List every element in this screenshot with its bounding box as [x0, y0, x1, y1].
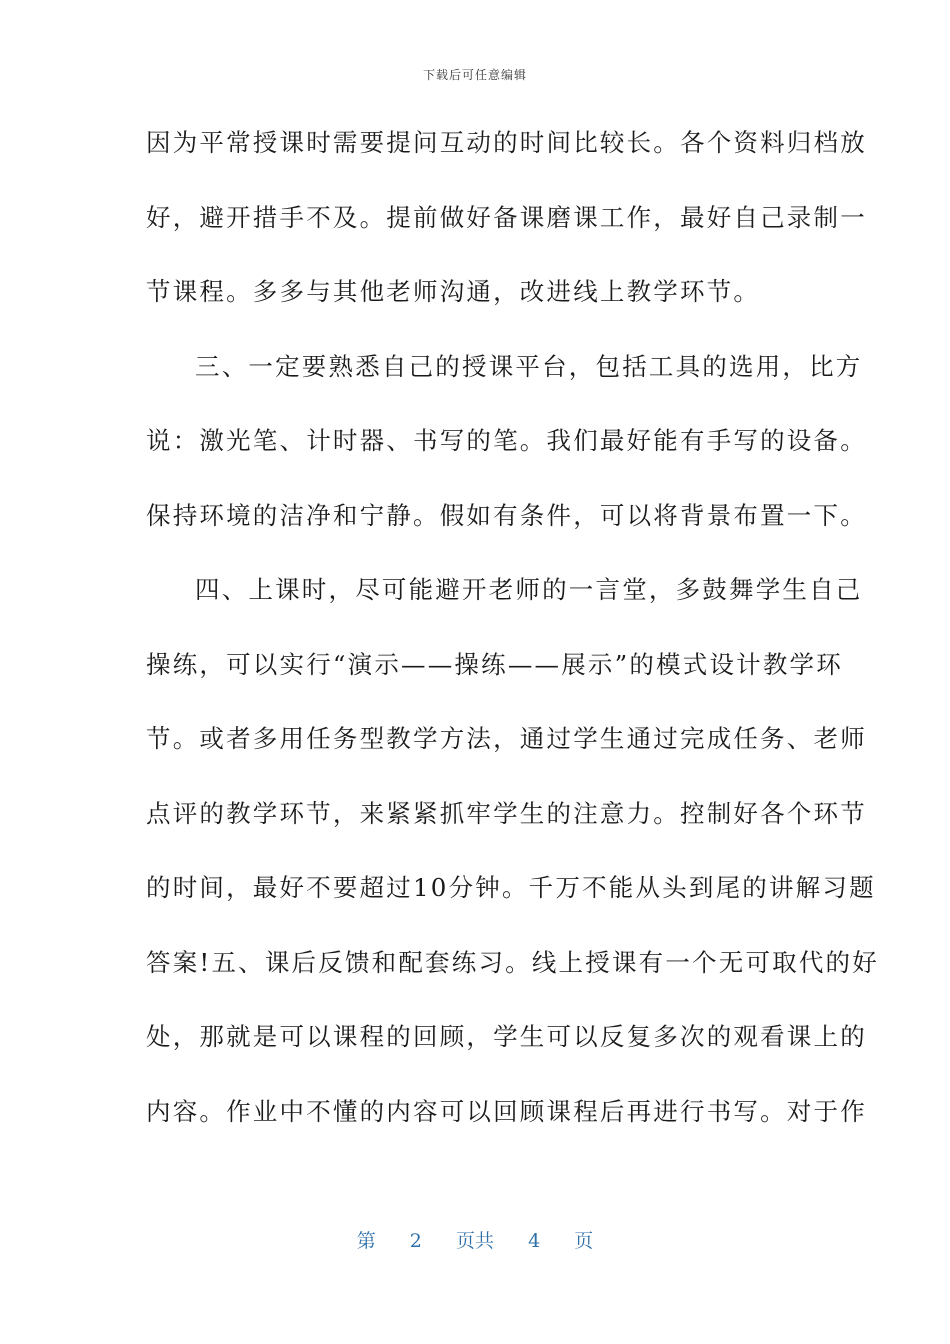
body-line: 说：激光笔、计时器、书写的笔。我们最好能有手写的设备。	[146, 426, 867, 455]
page-footer	[0, 1226, 950, 1253]
body-line: 的时间，最好不要超过10分钟。千万不能从头到尾的讲解习题	[146, 873, 876, 902]
body-line: 四、上课时，尽可能避开老师的一言堂，多鼓舞学生自己	[195, 575, 863, 604]
body-line: 处，那就是可以课程的回顾，学生可以反复多次的观看课上的	[146, 1022, 867, 1051]
body-line: 操练，可以实行“演示——操练——展示”的模式设计教学环	[146, 649, 843, 679]
body-line: 因为平常授课时需要提问互动的时间比较长。各个资料归档放	[146, 128, 867, 157]
body-line: 内容。作业中不懂的内容可以回顾课程后再进行书写。对于作	[146, 1096, 867, 1126]
document-body	[146, 123, 879, 1166]
total-unit: 页	[574, 1230, 594, 1252]
total-pages: 4	[528, 1230, 541, 1252]
page-header: 下载后可任意编辑	[422, 68, 527, 82]
page-number: 2	[409, 1230, 422, 1252]
body-line: 三、一定要熟悉自己的授课平台，包括工具的选用，比方	[195, 351, 863, 381]
body-line: 答案!五、课后反馈和配套练习。线上授课有一个无可取代的好	[146, 947, 879, 977]
body-line: 点评的教学环节，来紧紧抓牢学生的注意力。控制好各个环节	[146, 798, 867, 828]
page-unit: 页共	[455, 1230, 494, 1252]
body-line: 好，避开措手不及。提前做好备课磨课工作，最好自己录制一	[146, 202, 867, 232]
body-line: 保持环境的洁净和宁静。假如有条件，可以将背景布置一下。	[146, 500, 867, 530]
body-line: 节课程。多多与其他老师沟通，改进线上教学环节。	[146, 277, 761, 306]
page-label: 第	[356, 1230, 376, 1252]
body-line: 节。或者多用任务型教学方法，通过学生通过完成任务、老师	[146, 724, 867, 753]
